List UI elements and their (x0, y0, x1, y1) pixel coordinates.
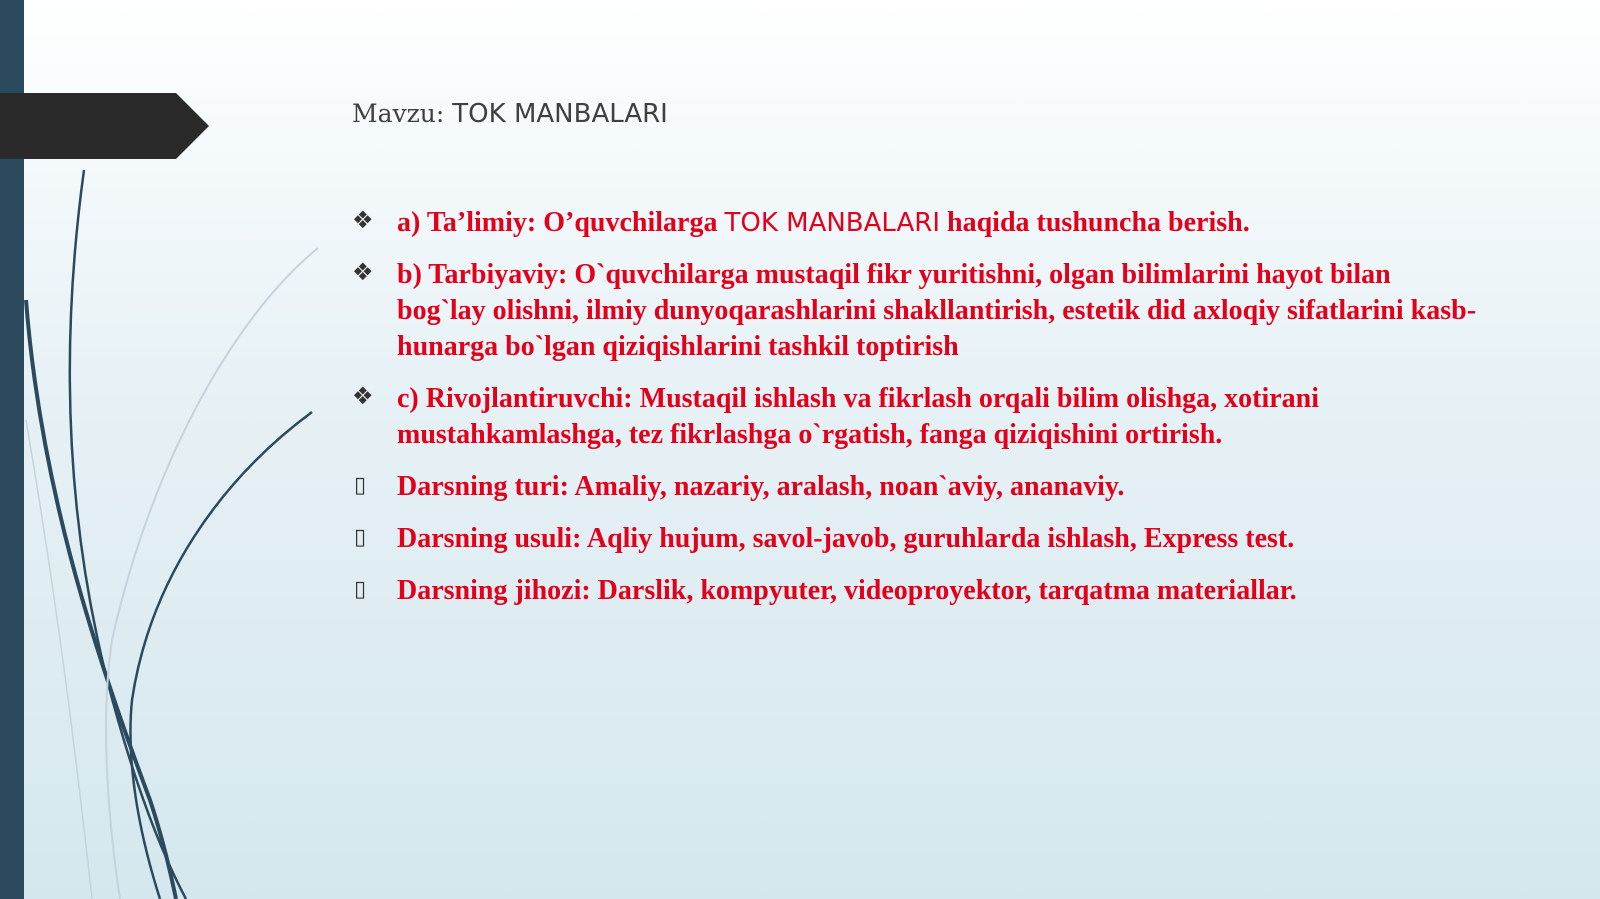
item-text: Darsning usuli: Aqliy hujum, savol-javob, guruhlarda ishlash, Express test. (397, 523, 1295, 554)
title-tab-shape (0, 93, 209, 159)
bullet-list (352, 205, 1482, 625)
box-bullet-icon: ▯ (354, 577, 367, 602)
list-item-educational (352, 205, 1482, 241)
item-text: Darsning jihozi: Darslik, kompyuter, videoproyektor, tarqatma materiallar. (397, 575, 1297, 606)
list-item-lesson-method (352, 521, 1482, 557)
box-bullet-icon: ▯ (354, 473, 367, 498)
slide-title-topic: TOK MANBALARI (452, 99, 668, 129)
item-prefix-text: a) Ta’limiy: O’quvchilarga (397, 207, 725, 238)
box-bullet-icon: ▯ (354, 525, 367, 550)
diamond-bullet-icon: ❖ (352, 258, 374, 286)
list-item-developmental (352, 381, 1482, 453)
slide-title-prefix: Mavzu: (352, 99, 453, 128)
item-text: b) Tarbiyaviy: O`quvchilarga mustaqil fikr yuritishni, olgan bilimlarini hayot bilan bog`lay olishni, ilmiy dunyoqarashlarini shakllantirish, estetik did axloqiy sifatlarini kasb-hunarga bo`lgan qiziqishlarini tashkil toptirish (397, 259, 1477, 362)
diamond-bullet-icon: ❖ (352, 382, 374, 410)
item-suffix-text: haqida tushuncha berish. (940, 207, 1250, 238)
item-text: Darsning turi: Amaliy, nazariy, aralash, noan`aviy, ananaviy. (397, 471, 1125, 502)
list-item-lesson-type (352, 469, 1482, 505)
item-topic-text: TOK MANBALARI (724, 208, 941, 238)
list-item-upbringing (352, 257, 1482, 365)
item-text: c) Rivojlantiruvchi: Mustaqil ishlash va fikrlash orqali bilim olishga, xotirani mustahkamlashga, tez fikrlashga o`rgatish, fanga qiziqishini ortirish. (397, 383, 1320, 450)
diamond-bullet-icon: ❖ (352, 206, 374, 234)
list-item-lesson-equipment (352, 573, 1482, 609)
slide-title (352, 98, 668, 130)
